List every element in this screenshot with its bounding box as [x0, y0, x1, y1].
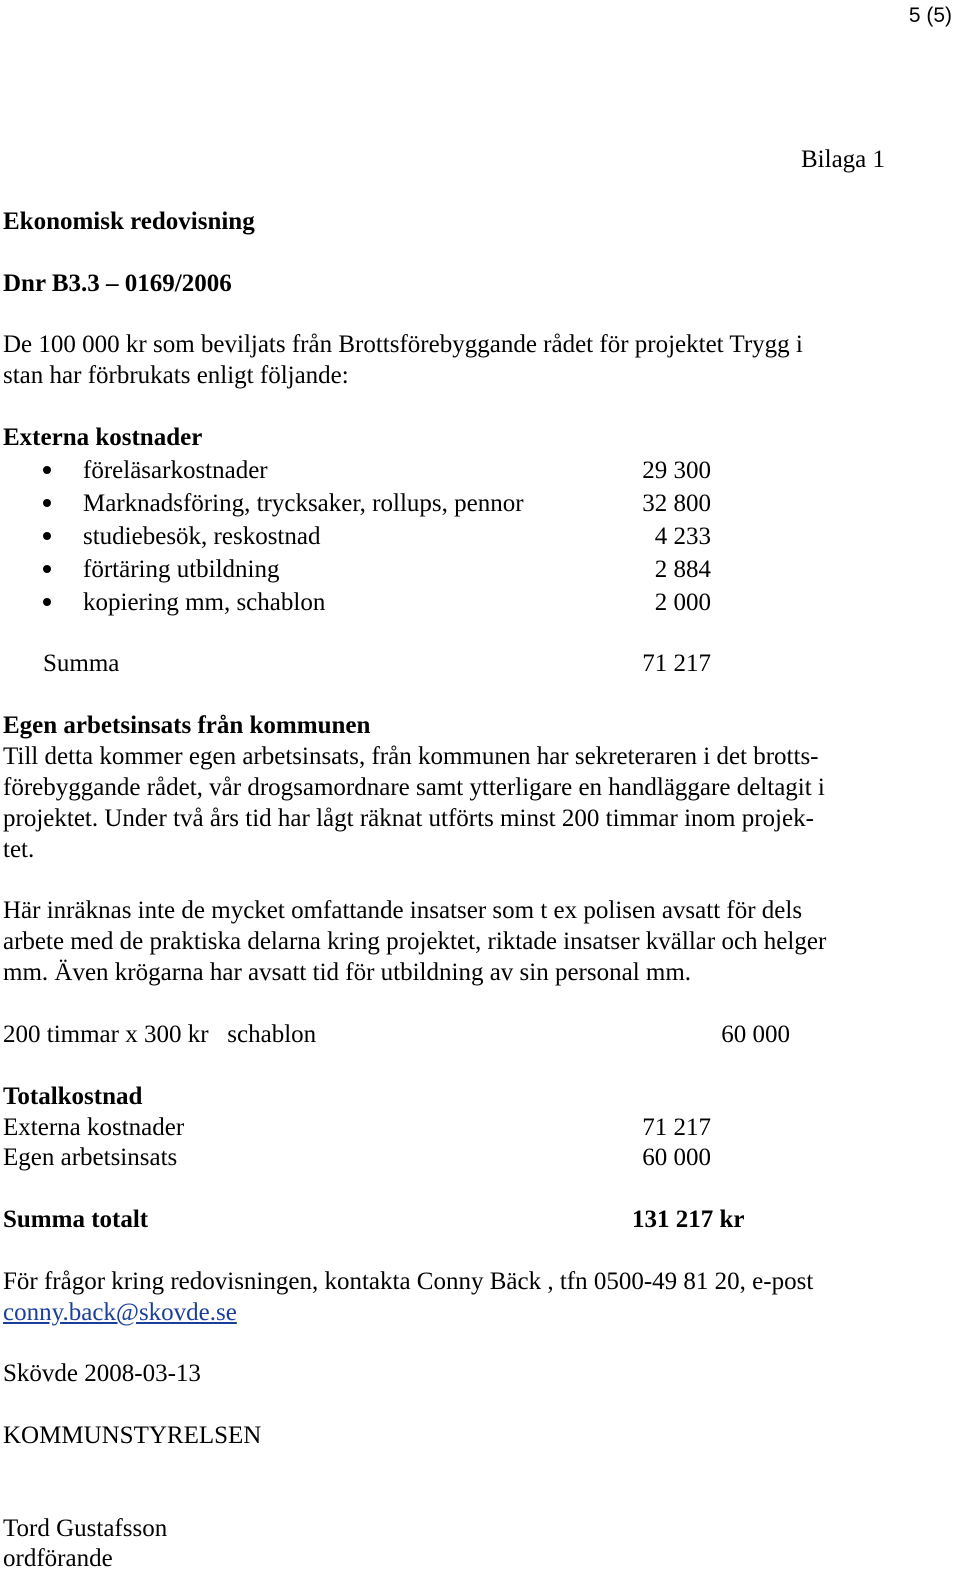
place-date: Skövde 2008-03-13	[3, 1360, 201, 1387]
external-sum-amount: 71 217	[642, 650, 711, 677]
case-number: Dnr B3.3 – 0169/2006	[3, 270, 232, 297]
list-item-label: studiebesök, reskostnad	[83, 523, 321, 550]
list-item-label: förtäring utbildning	[83, 556, 280, 583]
exclusion-paragraph-line: Här inräknas inte de mycket omfattande insatser som t ex polisen avsatt för dels	[3, 897, 803, 924]
grand-total-label: Summa totalt	[3, 1206, 149, 1233]
list-item-label: Marknadsföring, trycksaker, rollups, pennor	[83, 490, 524, 517]
total-row-label: Externa kostnader	[3, 1114, 185, 1141]
organisation-name: KOMMUNSTYRELSEN	[3, 1422, 262, 1449]
own-work-paragraph-line: Till detta kommer egen arbetsinsats, från kommunen har sekreteraren i det brotts-	[3, 743, 819, 770]
exclusion-paragraph-line: mm. Även krögarna har avsatt tid för utbildning av sin personal mm.	[3, 959, 692, 986]
list-item-amount: 29 300	[642, 457, 711, 484]
external-sum-label: Summa	[43, 650, 120, 677]
own-work-paragraph-line: tet.	[3, 836, 35, 863]
own-work-heading: Egen arbetsinsats från kommunen	[3, 712, 371, 739]
exclusion-paragraph-line: arbete med de praktiska delarna kring projektet, riktade insatser kvällar och helger	[3, 928, 827, 955]
total-row-amount: 71 217	[642, 1114, 711, 1141]
external-costs-heading: Externa kostnader	[3, 424, 203, 451]
list-item-amount: 2 000	[654, 589, 711, 616]
own-work-paragraph-line: projektet. Under två års tid har lågt räknat utförts minst 200 timmar inom projek-	[3, 805, 814, 832]
own-work-paragraph-line: förebyggande rådet, vår drogsamordnare samt ytterligare en handläggare deltagit i	[3, 774, 825, 801]
list-item-amount: 2 884	[654, 556, 711, 583]
bullet-icon	[43, 499, 51, 507]
intro-line-1: De 100 000 kr som beviljats från Brottsförebyggande rådet för projektet Trygg i	[3, 331, 803, 358]
bullet-icon	[43, 466, 51, 474]
list-item-amount: 4 233	[654, 523, 711, 550]
signatory-title: ordförande	[3, 1545, 113, 1572]
list-item-amount: 32 800	[642, 490, 711, 517]
document-heading: Ekonomisk redovisning	[3, 208, 255, 235]
attachment-label: Bilaga 1	[801, 146, 886, 173]
total-cost-heading: Totalkostnad	[3, 1083, 143, 1110]
bullet-icon	[43, 565, 51, 573]
signatory-name: Tord Gustafsson	[3, 1515, 168, 1542]
total-row-label: Egen arbetsinsats	[3, 1144, 178, 1171]
list-item-label: kopiering mm, schablon	[83, 589, 326, 616]
intro-line-2: stan har förbrukats enligt följande:	[3, 362, 349, 389]
page-number: 5 (5)	[908, 4, 952, 27]
hours-calculation-label: 200 timmar x 300 kr schablon	[3, 1021, 317, 1048]
contact-text: För frågor kring redovisningen, kontakta Conny Bäck , tfn 0500-49 81 20, e-post	[3, 1268, 814, 1295]
total-row-amount: 60 000	[642, 1144, 711, 1171]
contact-email-link[interactable]: conny.back@skovde.se	[3, 1299, 237, 1326]
bullet-icon	[43, 532, 51, 540]
grand-total-amount: 131 217 kr	[632, 1206, 745, 1233]
list-item-label: föreläsarkostnader	[83, 457, 268, 484]
hours-calculation-amount: 60 000	[721, 1021, 790, 1048]
bullet-icon	[43, 598, 51, 606]
